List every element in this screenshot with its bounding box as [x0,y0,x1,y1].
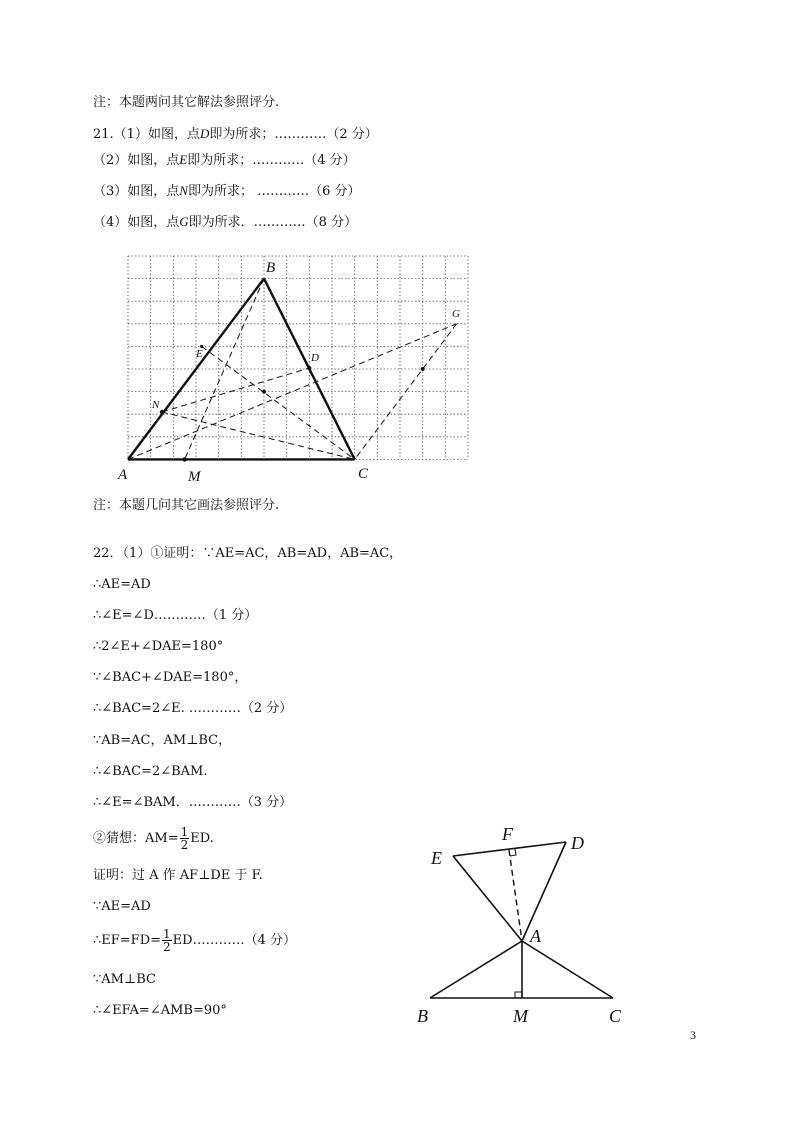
q21-part2 [93,151,356,170]
fig2-label-e: E [431,848,442,868]
q22-line-2: ∴AE=AD [93,577,151,592]
q22-line-6: ∴∠BAC=2∠E. …………（2 分） [93,701,293,716]
point-label-n: N [179,183,188,198]
q22-line-13 [93,924,296,958]
q22-line-13-prefix: ∴EF=FD= [93,933,162,948]
q21-part3-prefix: （3）如图，点 [93,184,180,199]
point-label-g: G [179,214,189,229]
right-angle-mark-m [515,992,522,998]
q22-line-15: ∴∠EFA=∠AMB=90° [93,1003,227,1018]
fraction-denominator: 2 [180,838,189,852]
q22-line-9: ∴∠E=∠BAM．…………（3 分） [93,795,293,810]
point-label-e: E [179,152,188,167]
q21-part3 [93,182,361,201]
q22-figure [410,820,640,1030]
q22-line-13-suffix: ED…………（4 分） [172,933,296,948]
q22-line-3: ∴∠E=∠D…………（1 分） [93,608,258,623]
q22-line-4: ∴2∠E+∠DAE=180° [93,639,224,654]
q22-line-1: 22．（1）①证明：∵AE=AC，AB=AD，AB=AC， [93,546,403,561]
q21-part1 [93,125,378,144]
fig2-label-m: M [513,1006,528,1026]
q21-part3-suffix: 即为所求； …………（6 分） [187,184,361,199]
segment-da [522,842,566,941]
fig1-label-e: E [196,348,203,360]
fig1-label-m: M [188,469,201,485]
q22-guess [93,822,214,856]
q22-line-8: ∴∠BAC=2∠BAM. [93,764,208,779]
segment-ea [453,856,522,941]
grid [128,256,468,459]
q21-grid-figure [110,248,490,488]
note-q21: 注：本题几问其它画法参照评分. [93,498,280,513]
segment-ab [430,941,522,998]
fig2-label-d: D [571,833,584,853]
q22-line-7: ∵AB=AC，AM⊥BC， [93,733,232,748]
fig1-label-n: N [152,399,160,411]
note-q20: 注：本题两问其它解法参照评分. [93,95,280,110]
q21-part2-prefix: （2）如图，点 [93,153,180,168]
right-angle-mark-f [510,849,516,856]
fraction-denominator-2: 2 [163,940,171,954]
q21-part4-prefix: （4）如图，点 [93,215,180,230]
q22-line-14: ∵AM⊥BC [93,972,156,987]
fig1-label-d: D [311,352,319,364]
fraction-numerator: 1 [180,825,189,839]
q21-part4-suffix: 即为所求．…………（8 分） [188,215,358,230]
q22-line-11: 证明：过 A 作 AF⊥DE 于 F. [93,868,263,883]
q22-line-5: ∵∠BAC+∠DAE=180°， [93,670,248,685]
fraction-one-half [180,826,190,851]
fig1-label-a: A [118,467,128,483]
fraction-one-half-2 [162,928,172,953]
fig2-label-c: C [609,1006,622,1026]
q21-part1-suffix: 即为所求；…………（2 分） [209,127,378,142]
fig2-label-a: A [530,926,541,946]
fig1-label-g: G [452,308,460,320]
fraction-numerator-2: 1 [163,927,171,941]
segment-ac [522,941,613,998]
fig2-label-b: B [417,1006,428,1026]
q22-guess-prefix: ②猜想：AM= [93,831,179,846]
q22-line-12: ∵AE=AD [93,899,151,914]
fig1-label-b: B [266,260,276,276]
q21-part4 [93,213,357,232]
q22-guess-suffix: ED. [190,831,214,846]
point-label-d: D [199,126,210,141]
q21-part2-suffix: 即为所求；…………（4 分） [187,153,356,168]
fig1-label-c: C [358,466,369,482]
page-number: 3 [690,1028,696,1042]
fig2-label-f: F [502,824,513,844]
q21-part1-prefix: 21.（1）如图，点 [93,127,200,142]
